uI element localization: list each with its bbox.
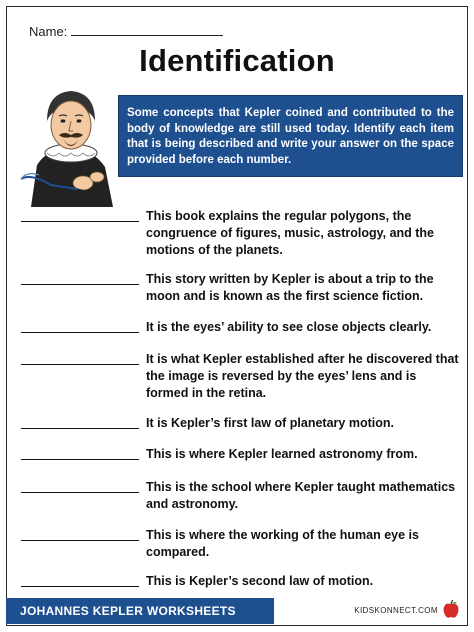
- question-text: This is the school where Kepler taught mathematics and astronomy.: [146, 480, 456, 511]
- question-text: It is Kepler’s first law of planetary motion.: [146, 416, 394, 430]
- answer-blank[interactable]: [21, 446, 139, 460]
- question-item: [21, 319, 461, 336]
- question-text: This book explains the regular polygons, the congruence of figures, music, astrology, and the motions of the planets.: [146, 209, 435, 257]
- question-item: [21, 415, 461, 432]
- question-item: [21, 271, 461, 305]
- question-text: This is where the working of the human eye is compared.: [146, 528, 419, 559]
- question-text: This is Kepler’s second law of motion.: [146, 574, 374, 588]
- question-text: This is where Kepler learned astronomy from.: [146, 447, 418, 461]
- name-field[interactable]: [71, 23, 223, 36]
- question-item: [21, 351, 461, 402]
- apple-icon: [442, 600, 460, 620]
- answer-blank[interactable]: [21, 271, 139, 285]
- question-text: It is the eyes’ ability to see close objects clearly.: [146, 320, 432, 334]
- name-row: [29, 23, 223, 39]
- answer-blank[interactable]: [21, 527, 139, 541]
- question-item: [21, 446, 461, 463]
- footer: [6, 598, 468, 626]
- answer-blank[interactable]: [21, 208, 139, 222]
- question-item: [21, 573, 461, 590]
- answer-blank[interactable]: [21, 415, 139, 429]
- series-banner: JOHANNES KEPLER WORKSHEETS: [6, 598, 274, 624]
- answer-blank[interactable]: [21, 573, 139, 587]
- page-title: Identification: [139, 43, 335, 78]
- answer-blank[interactable]: [21, 319, 139, 333]
- question-item: [21, 527, 461, 561]
- question-text: This story written by Kepler is about a trip to the moon and is known as the first science fiction.: [146, 272, 434, 303]
- answer-blank[interactable]: [21, 479, 139, 493]
- question-text: It is what Kepler established after he discovered that the image is reversed by the eyes’ lens and is formed in the retina.: [146, 352, 459, 400]
- brand-label: KIDSKONNECT.COM: [354, 606, 438, 615]
- name-label: Name:: [29, 24, 68, 39]
- kepler-portrait-icon: [17, 79, 127, 209]
- question-item: [21, 479, 461, 513]
- instructions-box: Some concepts that Kepler coined and contributed to the body of knowledge are still used today. Identify each item that is being described and write your answer on the space provided before each number.: [118, 95, 463, 177]
- answer-blank[interactable]: [21, 351, 139, 365]
- worksheet-page: [6, 6, 468, 626]
- question-item: [21, 208, 461, 259]
